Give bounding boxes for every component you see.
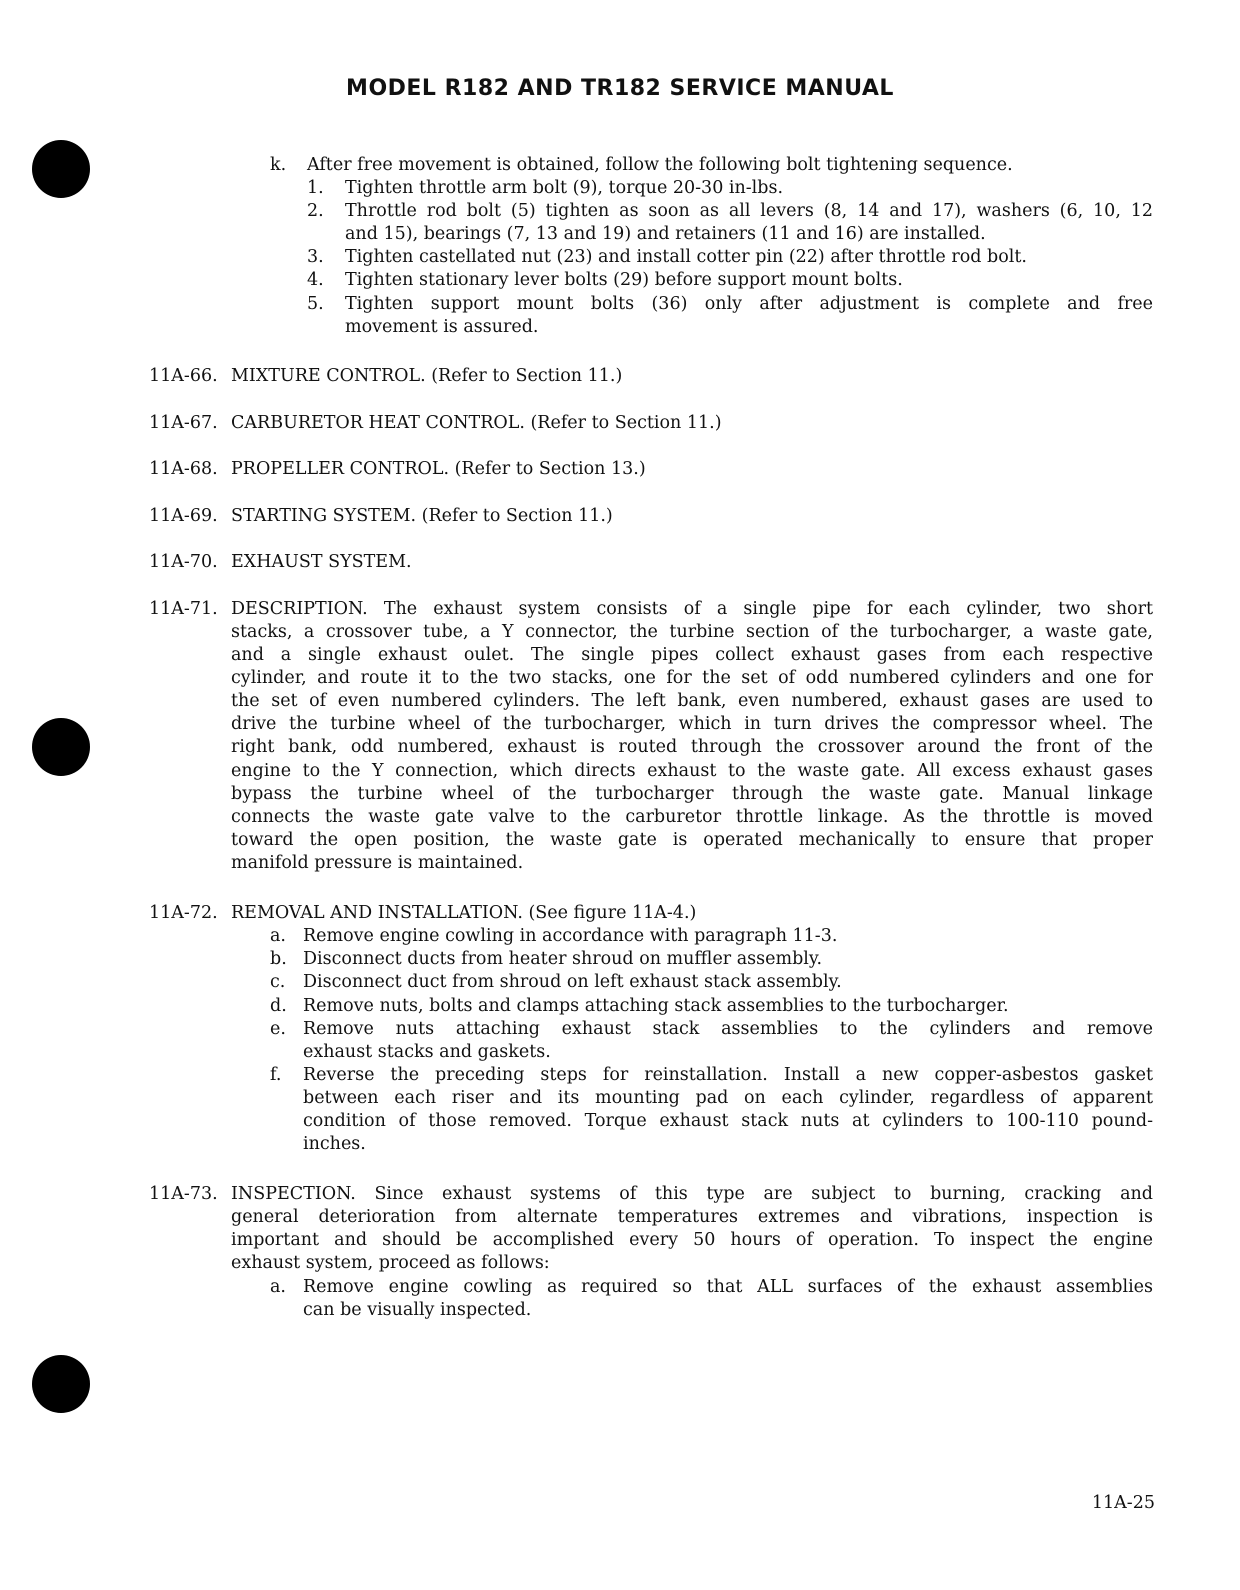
- binder-hole-bottom: [32, 1355, 90, 1413]
- para-69-text: STARTING SYSTEM. (Refer to Section 11.): [231, 506, 613, 526]
- step-k-item-4-line-1: Tighten stationary lever bolts (29) before support mount bolts.: [345, 270, 903, 290]
- binder-hole-middle: [32, 718, 90, 776]
- para-71-line-6: drive the turbine wheel of the turbocharger, which in turn drives the compressor wheel. The: [231, 714, 1153, 734]
- step-k-letter: k.: [270, 155, 287, 175]
- step-k-item-1-line-1: Tighten throttle arm bolt (9), torque 20-30 in-lbs.: [345, 178, 784, 198]
- step-k-item-5-line-1: Tighten support mount bolts (36) only after adjustment is complete and free: [345, 294, 1153, 314]
- para-72-step-e-line-2: exhaust stacks and gaskets.: [303, 1042, 551, 1062]
- step-k-item-5-num: 5.: [307, 294, 324, 314]
- para-72-step-f-line-2: between each riser and its mounting pad on each cylinder, regardless of apparent: [303, 1088, 1153, 1108]
- para-72-step-f-line-1: Reverse the preceding steps for reinstallation. Install a new copper-asbestos gasket: [303, 1065, 1153, 1085]
- para-66-text: MIXTURE CONTROL. (Refer to Section 11.): [231, 366, 623, 386]
- para-71-line-4: cylinder, and route it to the two stacks, one for the set of odd numbered cylinders and one for: [231, 668, 1153, 688]
- step-k-item-5-line-2: movement is assured.: [345, 317, 539, 337]
- para-69-number: 11A-69.: [149, 506, 218, 526]
- para-68-number: 11A-68.: [149, 459, 218, 479]
- page-header: MODEL R182 AND TR182 SERVICE MANUAL: [346, 76, 894, 101]
- binder-hole-top: [32, 140, 90, 198]
- page-number: 11A-25: [1091, 1493, 1155, 1513]
- para-71-line-3: and a single exhaust oulet. The single pipes collect exhaust gases from each respective: [231, 645, 1153, 665]
- para-72-step-f-line-3: condition of those removed. Torque exhaust stack nuts at cylinders to 100-110 pound-: [303, 1111, 1153, 1131]
- para-73-number: 11A-73.: [149, 1184, 218, 1204]
- para-71-line-1: DESCRIPTION. The exhaust system consists of a single pipe for each cylinder, two short: [231, 599, 1153, 619]
- para-72-step-e-letter: e.: [270, 1019, 286, 1039]
- para-71-line-10: connects the waste gate valve to the carburetor throttle linkage. As the throttle is moved: [231, 807, 1153, 827]
- step-k-item-2-line-1: Throttle rod bolt (5) tighten as soon as all levers (8, 14 and 17), washers (6, 10, 12: [345, 201, 1153, 221]
- step-k-item-2-num: 2.: [307, 201, 324, 221]
- para-71-line-12: manifold pressure is maintained.: [231, 853, 524, 873]
- para-71-line-5: the set of even numbered cylinders. The left bank, even numbered, exhaust gases are used to: [231, 691, 1153, 711]
- para-72-step-f-line-4: inches.: [303, 1134, 366, 1154]
- para-73-line-2: general deterioration from alternate temperatures extremes and vibrations, inspection is: [231, 1207, 1153, 1227]
- para-71-line-2: stacks, a crossover tube, a Y connector, the turbine section of the turbocharger, a waste gate,: [231, 622, 1153, 642]
- para-71-line-8: engine to the Y connection, which directs exhaust to the waste gate. All excess exhaust gases: [231, 761, 1153, 781]
- para-72-step-c-letter: c.: [270, 972, 286, 992]
- para-71-line-7: right bank, odd numbered, exhaust is routed through the crossover around the front of the: [231, 737, 1153, 757]
- para-72-number: 11A-72.: [149, 903, 218, 923]
- para-73-step-a-line-2: can be visually inspected.: [303, 1300, 532, 1320]
- step-k-item-3-line-1: Tighten castellated nut (23) and install cotter pin (22) after throttle rod bolt.: [345, 247, 1027, 267]
- para-73-line-4: exhaust system, proceed as follows:: [231, 1253, 550, 1273]
- para-70-number: 11A-70.: [149, 552, 218, 572]
- para-72-step-b-letter: b.: [270, 949, 287, 969]
- para-73-line-3: important and should be accomplished every 50 hours of operation. To inspect the engine: [231, 1230, 1153, 1250]
- para-72-step-f-letter: f.: [270, 1065, 282, 1085]
- para-73-step-a-letter: a.: [270, 1277, 286, 1297]
- step-k-text: After free movement is obtained, follow the following bolt tightening sequence.: [307, 155, 1013, 175]
- step-k-item-3-num: 3.: [307, 247, 324, 267]
- para-73-step-a-line-1: Remove engine cowling as required so that ALL surfaces of the exhaust assemblies: [303, 1277, 1153, 1297]
- para-71-line-9: bypass the turbine wheel of the turbocharger through the waste gate. Manual linkage: [231, 784, 1153, 804]
- para-72-step-a-line-1: Remove engine cowling in accordance with paragraph 11-3.: [303, 926, 838, 946]
- para-72-step-d-letter: d.: [270, 996, 287, 1016]
- para-66-number: 11A-66.: [149, 366, 218, 386]
- para-72-step-e-line-1: Remove nuts attaching exhaust stack assemblies to the cylinders and remove: [303, 1019, 1153, 1039]
- para-72-step-d-line-1: Remove nuts, bolts and clamps attaching stack assemblies to the turbocharger.: [303, 996, 1009, 1016]
- para-72-text: REMOVAL AND INSTALLATION. (See figure 11A-4.): [231, 903, 697, 923]
- para-70-text: EXHAUST SYSTEM.: [231, 552, 412, 572]
- step-k-item-1-num: 1.: [307, 178, 324, 198]
- para-73-line-1: INSPECTION. Since exhaust systems of this type are subject to burning, cracking and: [231, 1184, 1153, 1204]
- para-72-step-b-line-1: Disconnect ducts from heater shroud on muffler assembly.: [303, 949, 823, 969]
- step-k-item-4-num: 4.: [307, 270, 324, 290]
- step-k-item-2-line-2: and 15), bearings (7, 13 and 19) and retainers (11 and 16) are installed.: [345, 224, 986, 244]
- para-72-step-c-line-1: Disconnect duct from shroud on left exhaust stack assembly.: [303, 972, 842, 992]
- para-72-step-a-letter: a.: [270, 926, 286, 946]
- para-67-text: CARBURETOR HEAT CONTROL. (Refer to Section 11.): [231, 413, 722, 433]
- para-71-line-11: toward the open position, the waste gate is operated mechanically to ensure that proper: [231, 830, 1153, 850]
- para-71-number: 11A-71.: [149, 599, 218, 619]
- para-67-number: 11A-67.: [149, 413, 218, 433]
- para-68-text: PROPELLER CONTROL. (Refer to Section 13.): [231, 459, 646, 479]
